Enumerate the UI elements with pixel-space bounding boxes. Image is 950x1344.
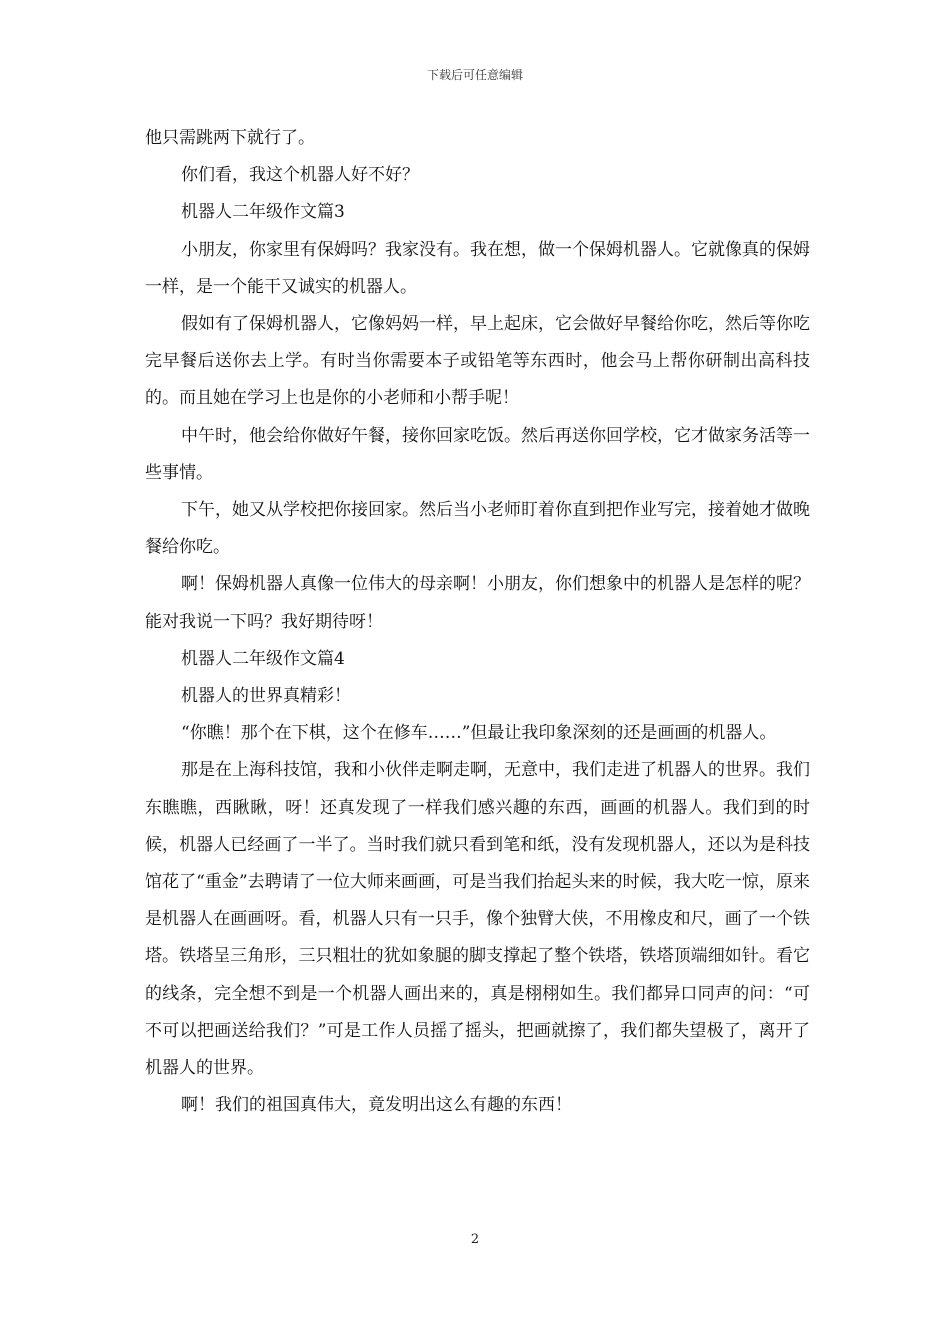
- paragraph: 假如有了保姆机器人，它像妈妈一样，早上起床，它会做好早餐给你吃，然后等你吃完早餐后送你去上学。有时当你需要本子或铅笔等东西时，他会马上帮你研制出高科技的。而且她在学习上也是你的小老师和小帮手呢！: [145, 314, 810, 409]
- paragraph: “你瞧！那个在下棋，这个在修车……”但最让我印象深刻的还是画画的机器人。: [181, 723, 777, 744]
- paragraph: 小朋友，你家里有保姆吗？我家没有。我在想，做一个保姆机器人。它就像真的保姆一样，是一个能干又诚实的机器人。: [145, 239, 810, 297]
- paragraph: 啊！我们的祖国真伟大，竟发明出这么有趣的东西！: [181, 1095, 572, 1116]
- paragraph: 你们看，我这个机器人好不好？: [181, 165, 419, 186]
- section-heading: 机器人二年级作文篇3: [181, 202, 345, 223]
- page-number: 2: [470, 1232, 480, 1247]
- paragraph: 机器人的世界真精彩！: [181, 686, 351, 707]
- document-body: [145, 120, 810, 1124]
- paragraph: 啊！保姆机器人真像一位伟大的母亲啊！小朋友，你们想象中的机器人是怎样的呢？能对我说一下吗？我好期待呀！: [145, 574, 810, 632]
- paragraph: 中午时，他会给你做好午餐，接你回家吃饭。然后再送你回学校，它才做家务活等一些事情。: [145, 425, 810, 483]
- paragraph: 他只需跳两下就行了。: [145, 128, 315, 148]
- paragraph: 那是在上海科技馆，我和小伙伴走啊走啊，无意中，我们走进了机器人的世界。我们东瞧瞧，西瞅瞅，呀！还真发现了一样我们感兴趣的东西，画画的机器人。我们到的时候，机器人已经画了一半了。当时我们就只看到笔和纸，没有发现机器人，还以为是科技馆花了“重金”去聘请了一位大师来画画，可是当我们抬起头来的时候，我大吃一惊，原来是机器人在画画呀。看，机器人只有一只手，像个独臂大侠，不用橡皮和尺，画了一个铁塔。铁塔呈三角形，三只粗壮的犹如象腿的脚支撑起了整个铁塔，铁塔顶端细如针。看它的线条，完全想不到是一个机器人画出来的，真是栩栩如生。我们都异口同声的问：“可不可以把画送给我们？”可是工作人员摇了摇头，把画就擦了，我们都失望极了，离开了机器人的世界。: [145, 760, 810, 1079]
- paragraph: 下午，她又从学校把你接回家。然后当小老师盯着你直到把作业写完，接着她才做晚餐给你吃。: [145, 500, 810, 558]
- page-header: 下载后可任意编辑: [426, 68, 523, 82]
- section-heading: 机器人二年级作文篇4: [181, 648, 345, 669]
